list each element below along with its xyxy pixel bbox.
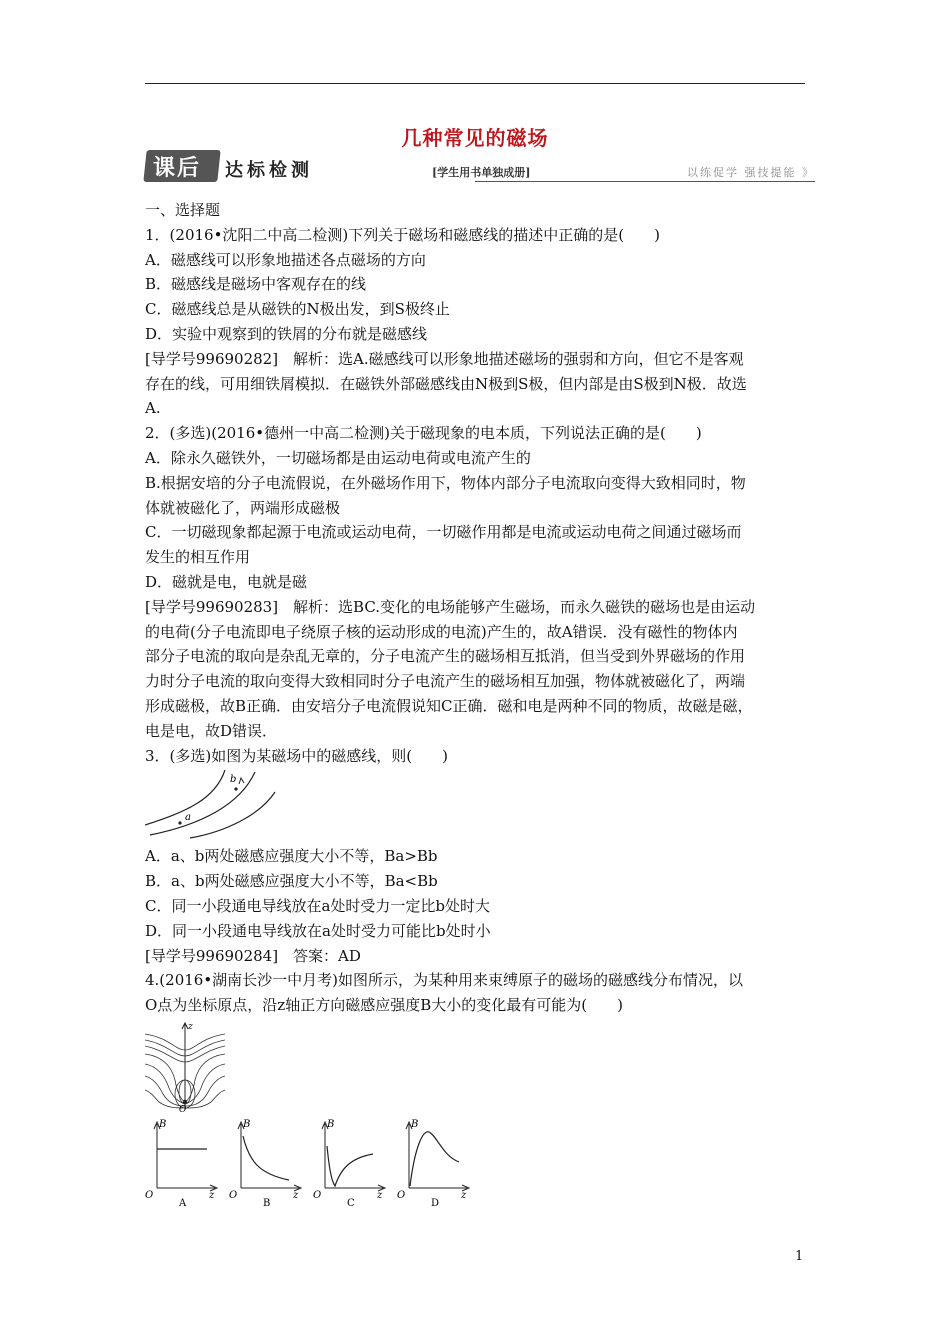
q3-option-c: C．同一小段通电导线放在a处时受力一定比b处时大 xyxy=(145,896,491,915)
curve-b xyxy=(243,1136,289,1180)
q4-stem-2: O点为坐标原点，沿z轴正方向磁感应强度B大小的变化最有可能为( ) xyxy=(145,996,623,1015)
q2-option-d: D．磁就是电，电就是磁 xyxy=(145,572,308,591)
graph-c-y: B xyxy=(327,1118,335,1130)
q1-option-d: D．实验中观察到的铁屑的分布就是磁感线 xyxy=(145,324,428,343)
graph-a-x: z xyxy=(209,1189,215,1201)
graph-a-label: A xyxy=(179,1197,187,1206)
q4-graph-options xyxy=(145,1116,475,1206)
graph-a xyxy=(145,1119,217,1206)
graph-a-y: B xyxy=(159,1118,167,1130)
graph-b xyxy=(229,1119,301,1206)
q3-option-d: D．同一小段通电导线放在a处时受力可能比b处时小 xyxy=(145,921,491,940)
q2-option-b-2: 体就被磁化了，两端形成磁极 xyxy=(145,498,341,517)
z-label: z xyxy=(188,1021,193,1032)
graph-b-y: B xyxy=(243,1118,251,1130)
q3-field-lines-figure xyxy=(145,770,285,840)
curve-d xyxy=(410,1132,459,1186)
graph-b-label: B xyxy=(263,1197,271,1206)
q1-option-c: C．磁感线总是从磁铁的N极出发，到S极终止 xyxy=(145,300,450,319)
origin-label: O xyxy=(179,1104,187,1112)
graph-c xyxy=(313,1119,385,1206)
header-rule xyxy=(145,83,805,84)
graph-b-o: O xyxy=(229,1189,238,1201)
q3-answer: [导学号99690284] 答案：AD xyxy=(145,946,361,965)
point-b xyxy=(234,788,237,791)
arrow-icon xyxy=(239,778,244,784)
q2-analysis-1: [导学号99690283] 解析：选BC.变化的电场能够产生磁场，而永久磁铁的磁场也是由运动 xyxy=(145,597,756,616)
graph-d-label: D xyxy=(431,1197,440,1206)
q2-option-c-1: C．一切磁现象都起源于电流或运动电荷，一切磁作用都是电流或运动电荷之间通过磁场而 xyxy=(145,523,742,542)
label-b: b xyxy=(230,774,237,786)
banner-rule xyxy=(475,181,815,182)
graph-b-x: z xyxy=(293,1189,299,1201)
badge-label: 课后 xyxy=(153,156,202,181)
section-banner xyxy=(145,148,815,188)
q1-option-b: B．磁感线是磁场中客观存在的线 xyxy=(145,275,367,294)
graph-d-x: z xyxy=(461,1189,467,1201)
q2-option-a: A．除永久磁铁外，一切磁场都是由运动电荷或电流产生的 xyxy=(145,448,531,467)
section-heading: 一、选择题 xyxy=(145,201,221,219)
curve-c xyxy=(327,1146,373,1186)
q4-trap-field-figure xyxy=(145,1020,225,1112)
graph-a-o: O xyxy=(145,1189,154,1201)
q2-stem: 2．(多选)(2016•德州一中高二检测)关于磁现象的电本质，下列说法正确的是( ) xyxy=(145,424,702,443)
q4-stem-1: 4.(2016•湖南长沙一中月考)如图所示，为某种用来束缚原子的磁场的磁感线分布情况，以 xyxy=(145,971,744,990)
graph-d-y: B xyxy=(411,1118,419,1130)
q2-analysis-6: 电是电，故D错误． xyxy=(145,721,278,740)
graph-c-x: z xyxy=(377,1189,383,1201)
badge-sublabel: 达标检测 xyxy=(225,160,313,181)
q1-option-a: A．磁感线可以形象地描述各点磁场的方向 xyxy=(145,250,426,269)
banner-slogan: 以练促学 强技提能 》 xyxy=(687,166,815,179)
q1-analysis-3: A. xyxy=(145,399,161,418)
q1-analysis-1: [导学号99690282] 解析：选A.磁感线可以形象地描述磁场的强弱和方向，但它不是客观 xyxy=(145,349,744,368)
graph-c-o: O xyxy=(313,1189,322,1201)
q2-option-b-1: B.根据安培的分子电流假说，在外磁场作用下，物体内部分子电流取向变得大致相同时，物 xyxy=(145,473,746,492)
q2-analysis-3: 部分子电流的取向是杂乱无章的，分子电流产生的磁场相互抵消，但当受到外界磁场的作用 xyxy=(145,647,746,666)
graph-d-o: O xyxy=(397,1189,406,1201)
graph-c-label: C xyxy=(347,1197,355,1206)
q2-analysis-4: 力时分子电流的取向变得大致相同时分子电流产生的磁场相互加强，物体就被磁化了，两端 xyxy=(145,672,746,691)
point-a xyxy=(178,822,181,825)
q3-option-b: B．a、b两处磁感应强度大小不等，Ba<Bb xyxy=(145,872,438,891)
page-title: 几种常见的磁场 xyxy=(401,126,549,150)
q2-analysis-5: 形成磁极，故B正确．由安培分子电流假说知C正确．磁和电是两种不同的物质，故磁是磁， xyxy=(145,696,753,715)
q1-stem: 1．(2016•沈阳二中高二检测)下列关于磁场和磁感线的描述中正确的是( ) xyxy=(145,225,660,244)
document-body xyxy=(145,198,807,1210)
q1-analysis-2: 存在的线，可用细铁屑模拟．在磁铁外部磁感线由N极到S极，但内部是由S极到N极．故选 xyxy=(145,374,747,393)
q3-option-a: A．a、b两处磁感应强度大小不等，Ba>Bb xyxy=(145,847,438,866)
q2-analysis-2: 的电荷(分子电流即电子绕原子核的运动形成的电流)产生的，故A错误．没有磁性的物体内 xyxy=(145,622,738,641)
graph-d xyxy=(397,1119,469,1206)
origin-point xyxy=(183,1100,187,1104)
field-line-2 xyxy=(150,772,255,835)
q2-option-c-2: 发生的相互作用 xyxy=(145,548,251,567)
page-number: 1 xyxy=(795,1249,804,1264)
q3-stem: 3．(多选)如图为某磁场中的磁感线，则( ) xyxy=(145,746,448,765)
label-a: a xyxy=(185,812,191,824)
banner-note: [学生用书单独成册] xyxy=(432,166,531,179)
